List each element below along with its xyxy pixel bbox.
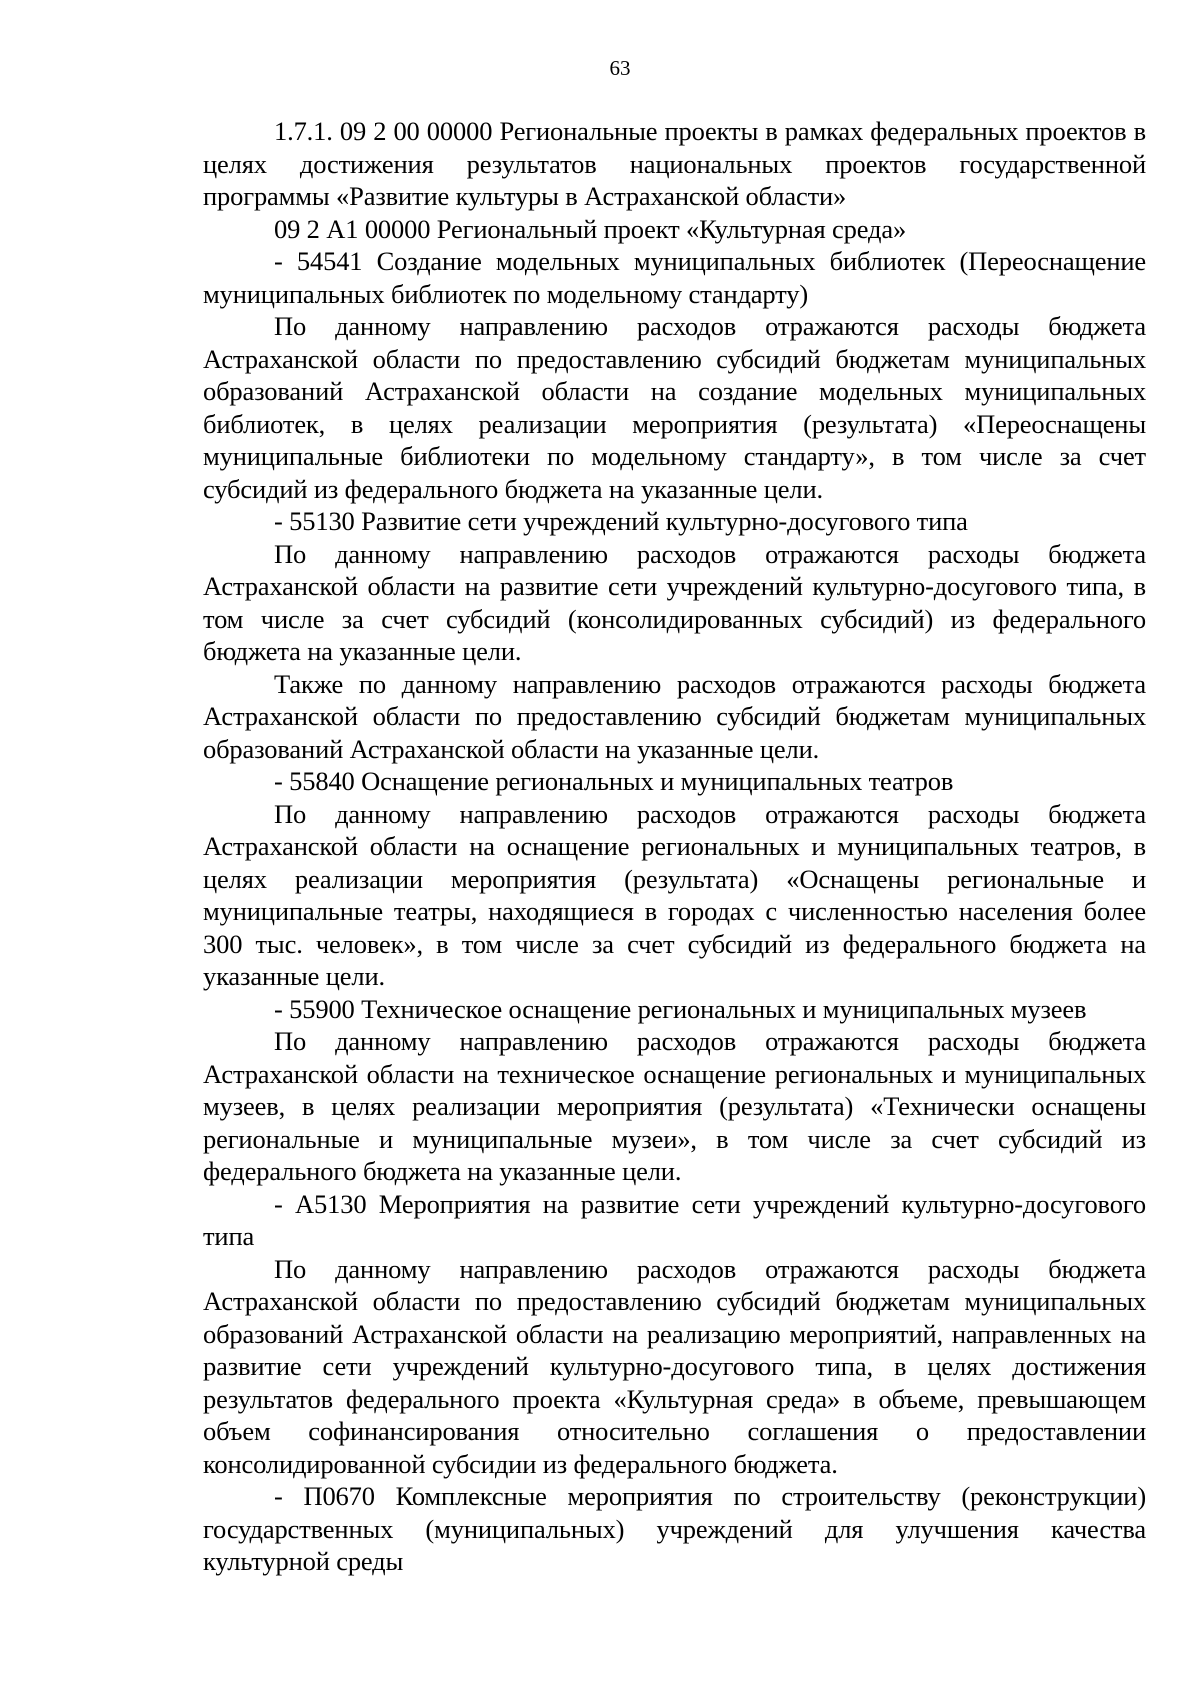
document-body [203, 115, 1146, 1578]
expense-item-55900: - 55900 Техническое оснащение региональных и муниципальных музеев [274, 993, 1087, 1024]
section-heading-paragraph: 1.7.1. 09 2 00 00000 Региональные проекты в рамках федеральных проектов в целях достижения результатов национальных проектов государственной программы «Развитие культуры в Астраханской области» [203, 116, 1146, 211]
expense-description-55130: По данному направлению расходов отражаются расходы бюджета Астраханской области на развитие сети учреждений культурно-досугового типа, в том числе за счет субсидий (консолидированных субсидий) из федерального бюджета на указанные цели. [203, 538, 1146, 666]
expense-description-55130-extra: Также по данному направлению расходов отражаются расходы бюджета Астраханской области по предоставлению субсидий бюджетам муниципальных образований Астраханской области на указанные цели. [203, 668, 1146, 764]
expense-item-p0670: - П0670 Комплексные мероприятия по строительству (реконструкции) государственных (муниципальных) учреждений для улучшения качества культурной среды [203, 1481, 1146, 1576]
page-number: 63 [609, 56, 631, 80]
project-title-paragraph: 09 2 А1 00000 Региональный проект «Культурная среда» [274, 213, 907, 244]
expense-description-55840: По данному направлению расходов отражаются расходы бюджета Астраханской области на оснащение региональных и муниципальных театров, в целях реализации мероприятия (результата) «Оснащены региональные и муниципальные театры, находящиеся в городах с численностью населения более 300 тыс. человек», в том числе за счет субсидий из федерального бюджета на указанные цели. [203, 798, 1146, 991]
expense-description-55900: По данному направлению расходов отражаются расходы бюджета Астраханской области на техническое оснащение региональных и муниципальных музеев, в целях реализации мероприятия (результата) «Технически оснащены региональные и муниципальные музеи», в том числе за счет субсидий из федерального бюджета на указанные цели. [203, 1026, 1146, 1186]
expense-item-a5130: - А5130 Мероприятия на развитие сети учреждений культурно-досугового типа [203, 1188, 1146, 1251]
expense-description-a5130: По данному направлению расходов отражаются расходы бюджета Астраханской области по предоставлению субсидий бюджетам муниципальных образований Астраханской области на реализацию мероприятий, направленных на развитие сети учреждений культурно-досугового типа, в целях достижения результатов федерального проекта «Культурная среда» в объеме, превышающем объем софинансирования относительно соглашения о предоставлении консолидированной субсидии из федерального бюджета. [203, 1253, 1146, 1479]
expense-item-54541: - 54541 Создание модельных муниципальных библиотек (Переоснащение муниципальных библиотек по модельному стандарту) [203, 246, 1146, 309]
expense-description-54541: По данному направлению расходов отражаются расходы бюджета Астраханской области по предоставлению субсидий бюджетам муниципальных образований Астраханской области на создание модельных муниципальных библиотек, в целях реализации мероприятия (результата) «Переоснащены муниципальные библиотеки по модельному стандарту», в том числе за счет субсидий из федерального бюджета на указанные цели. [203, 311, 1146, 504]
expense-item-55840: - 55840 Оснащение региональных и муниципальных театров [274, 766, 954, 796]
expense-item-55130: - 55130 Развитие сети учреждений культурно-досугового типа [274, 506, 968, 536]
